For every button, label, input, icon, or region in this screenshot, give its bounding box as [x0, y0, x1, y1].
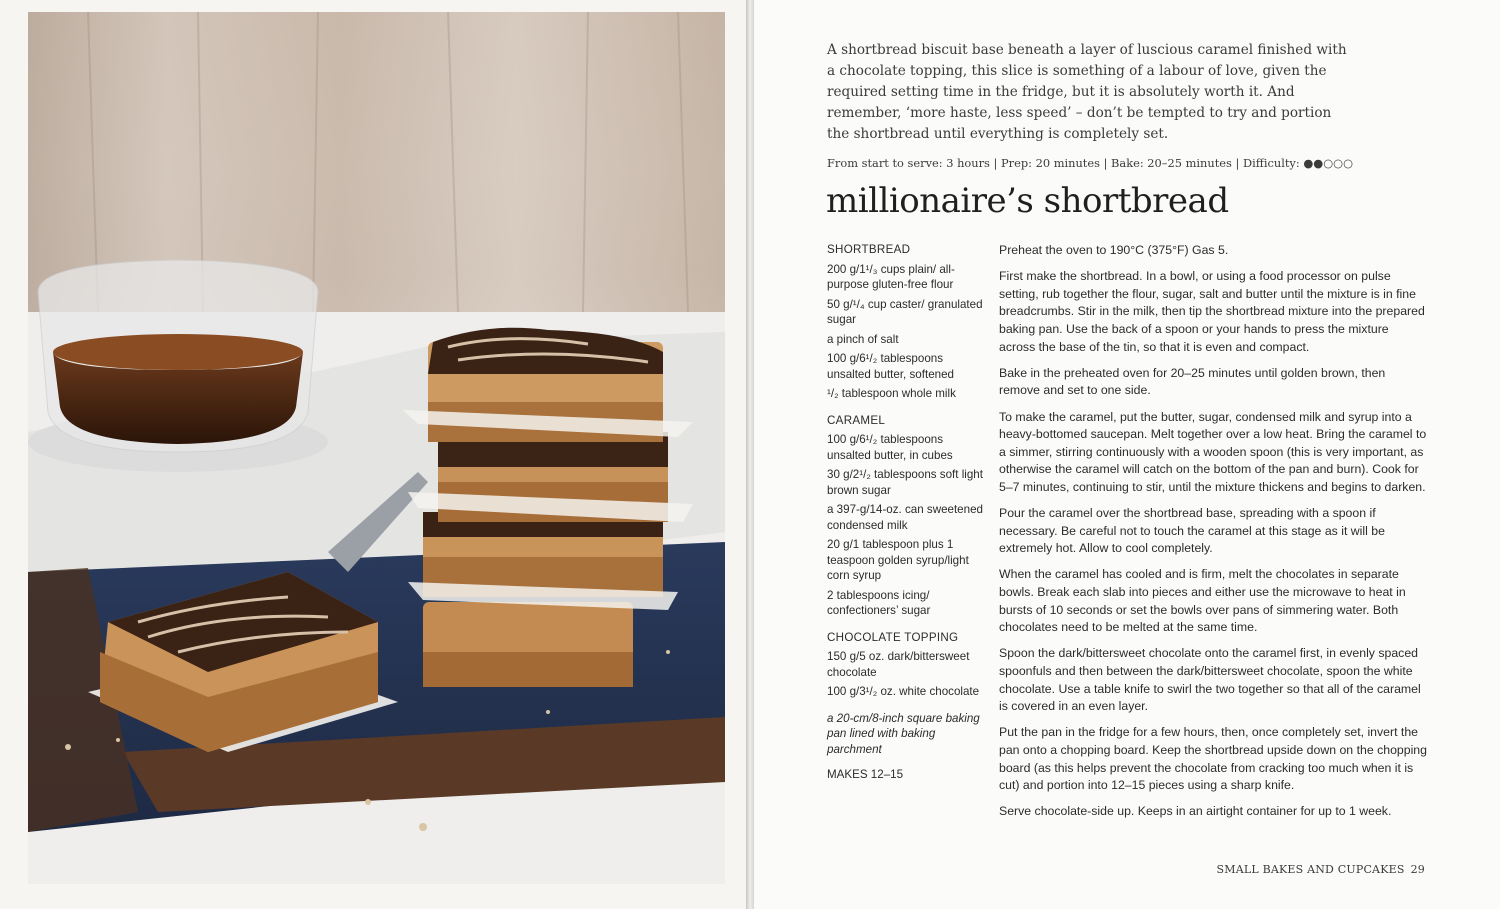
method-step: To make the caramel, put the butter, sugar, condensed milk and syrup into a heavy-bottomed saucepan. Melt together over a low heat. Bring the caramel to a simmer, stirring continuously with a wooden spoon (this is very important, as otherwise the caramel will catch on the bottom of the pan and burn). Cook for 5–7 minutes, continuing to stir, until the mixture thickens and begins to darken.: [999, 409, 1427, 494]
recipe-meta: From start to serve: 3 hours | Prep: 20 minutes | Bake: 20–25 minutes | Difficulty: ●●○○○: [827, 156, 1354, 170]
method-step: Preheat the oven to 190°C (375°F) Gas 5.: [999, 243, 1229, 257]
ingredient: 100 g/6¹/₂ tablespoons unsalted butter, in cubes: [827, 433, 953, 462]
ingredient: 150 g/5 oz. dark/bittersweet chocolate: [827, 650, 970, 679]
ingredient: a 397-g/14-oz. can sweetened condensed milk: [827, 503, 983, 532]
ingredients-shortbread: [827, 242, 987, 402]
ingredients-caramel: [827, 413, 987, 619]
method-step: Spoon the dark/bittersweet chocolate onto the caramel first, in evenly spaced spoonfuls and then between the dark/bittersweet chocolate, spoon the white chocolate. Use a table knife to swirl the two together so that all of the caramel is covered in an even layer.: [999, 646, 1421, 714]
ingredients-heading: CHOCOLATE TOPPING: [827, 630, 959, 644]
page-number: 29: [1410, 863, 1425, 876]
right-page: [754, 0, 1500, 909]
ingredient: 200 g/1¹/₃ cups plain/ all-purpose gluten-free flour: [827, 262, 955, 291]
ingredient: 100 g/6¹/₂ tablespoons unsalted butter, softened: [827, 352, 954, 381]
page-gutter: [746, 0, 754, 909]
equipment-note: a 20-cm/8-inch square baking pan lined with baking parchment: [827, 711, 980, 756]
yield: MAKES 12–15: [827, 768, 904, 781]
page-footer: [1217, 863, 1425, 876]
ingredient: 30 g/2¹/₂ tablespoons soft light brown sugar: [827, 468, 983, 497]
method-step: First make the shortbread. In a bowl, or using a food processor on pulse setting, rub together the flour, sugar, salt and butter until the mixture is in fine breadcrumbs. Stir in the milk, then tip the shortbread mixture into the prepared baking pan. Use the back of a spoon or your hands to press the mixture across the base of the tin, so that it is even and compact.: [999, 269, 1425, 354]
recipe-photo: [28, 12, 725, 884]
ingredient: 50 g/¹/₄ cup caster/ granulated sugar: [827, 297, 983, 326]
method-step: Pour the caramel over the shortbread base, spreading with a spoon if necessary. Be careful not to touch the caramel at this stage as it will be extremely hot. Allow to cool completely.: [999, 506, 1385, 556]
recipe-title: millionaire’s shortbread: [826, 181, 1229, 221]
method-step: Serve chocolate-side up. Keeps in an airtight container for up to 1 week.: [999, 804, 1392, 819]
method-steps: [999, 242, 1427, 830]
ingredients-list: [827, 242, 987, 783]
ingredients-topping: [827, 630, 987, 700]
method-step: Bake in the preheated oven for 20–25 minutes until golden brown, then remove and set to one side.: [999, 365, 1386, 398]
ingredients-heading: CARAMEL: [827, 413, 886, 427]
section-name: SMALL BAKES AND CUPCAKES: [1216, 863, 1405, 876]
ingredients-heading: SHORTBREAD: [827, 243, 911, 256]
ingredient: a pinch of salt: [827, 332, 899, 346]
method-step: Put the pan in the fridge for a few hours, then, once completely set, invert the pan onto a chopping board. Keep the shortbread upside down on the chopping board (as this helps prevent the chocolate from cracking too much when it is cut) and portion into 12–15 pieces using a sharp knife.: [999, 725, 1427, 793]
ingredient: 100 g/3¹/₂ oz. white chocolate: [827, 685, 980, 698]
recipe-intro: A shortbread biscuit base beneath a layer of luscious caramel finished with a chocolate topping, this slice is something of a labour of love, given the required setting time in the fridge, but it is absolutely worth it. And remember, ‘more haste, less speed’ – don’t be tempted to try and portion the shortbread until everything is completely set.: [827, 42, 1347, 142]
method-step: When the caramel has cooled and is firm, melt the chocolates in separate bowls. Break each slab into pieces and either use the microwave to heat in bursts of 10 seconds or set the bowls over pans of simmering water. Both chocolates need to be melted at the same time.: [999, 567, 1406, 635]
ingredient: 2 tablespoons icing/ confectioners’ sugar: [827, 588, 931, 617]
left-page: [0, 0, 748, 909]
ingredient: 20 g/1 tablespoon plus 1 teaspoon golden syrup/light corn syrup: [827, 538, 969, 582]
ingredient: ¹/₂ tablespoon whole milk: [827, 387, 956, 400]
